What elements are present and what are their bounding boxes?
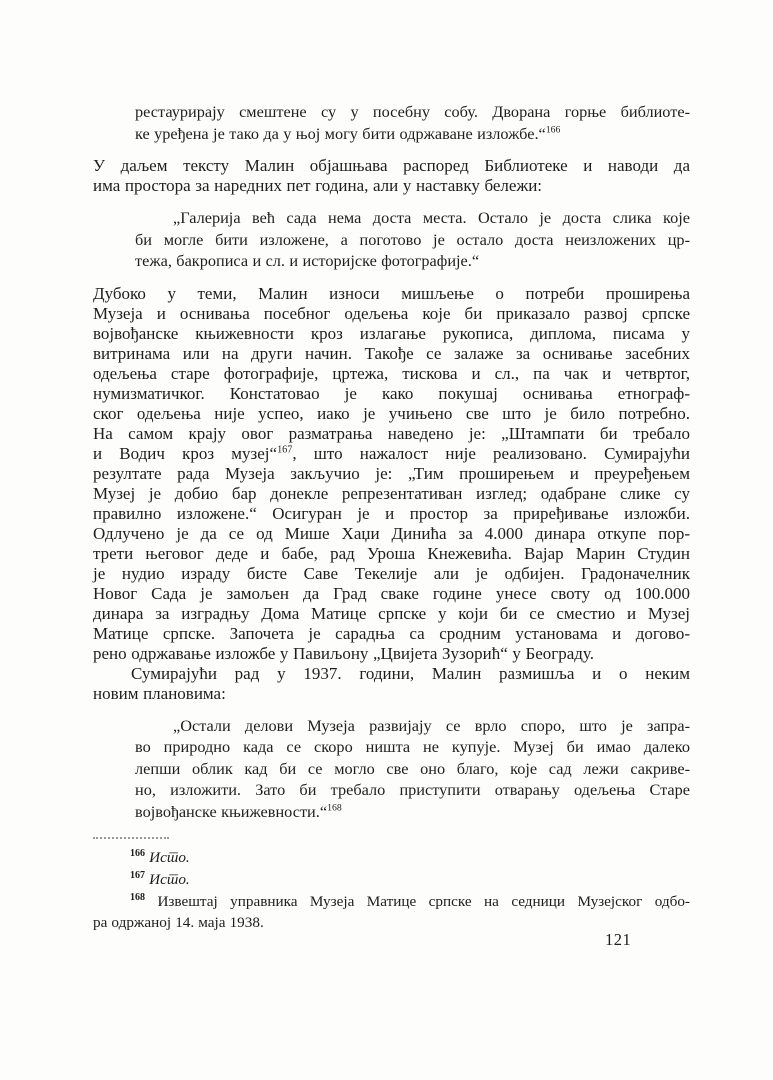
- block-quote: [135, 715, 690, 823]
- footnote-line: $^{166}$ Исто.: [130, 847, 190, 866]
- footnote-line: $^{168}$ Извештај управника Музеја Матице српске на седници Музејског одбо-: [130, 891, 690, 910]
- quote-line: рестаурирају смештене су у посебну собу. Дворана горње библиоте-: [135, 102, 690, 121]
- paragraph: [93, 156, 690, 196]
- text-line: Сумирајући рад у 1937. години, Малин размишља и о неким: [131, 663, 690, 683]
- body-text: [93, 101, 690, 822]
- quote-line: „Остали делови Музеја развијају се врло споро, што је запра-: [173, 715, 690, 735]
- quote-line: „Галерија већ сада нема доста места. Остало је доста слика које: [173, 208, 690, 227]
- text-line: правилно изложене.“ Осигуран је и простор за приређивање изложби.: [93, 503, 690, 523]
- quote-line: ке уређена је тако да у њој могу бити одржаване изложбе.“$^{166}$: [135, 123, 561, 143]
- block-quote: [135, 207, 690, 272]
- text-line: динара за изградњу Дома Матице српске у који би се сместио и Музеј: [93, 603, 690, 623]
- quote-line: тежа, бакрописа и сл. и историјске фотографије.“: [135, 251, 480, 270]
- paragraph: [93, 284, 690, 664]
- footnote-167: [93, 869, 690, 890]
- footnotes: [93, 847, 690, 933]
- footnote-ref: 168: [327, 802, 342, 814]
- text-line: новим плановима:: [93, 683, 226, 703]
- paragraph: [93, 664, 690, 704]
- text-line: На самом крају овог разматрања наведено је: „Штампати би требало: [93, 423, 690, 443]
- footnote-separator: [93, 837, 169, 839]
- quote-line: војвођанске књижевности.“$^{168}$: [135, 801, 342, 821]
- text-line: витринама или на други начин. Такође се залаже за оснивање засебних: [93, 343, 690, 363]
- footnote-168: [93, 891, 690, 933]
- footnote-ref: 168: [130, 891, 146, 903]
- text-line: одељења старе фотографије, цртежа, тискова и сл., па чак и четвртог,: [93, 363, 690, 383]
- footnote-line: ра одржаној 14. маја 1938.: [93, 914, 264, 931]
- text-line: Музеј је добио бар донекле репрезентативан изглед; одабране слике су: [93, 483, 690, 503]
- text-line: је нудио израду бисте Саве Текелије али је одбијен. Градоначелник: [93, 563, 690, 583]
- text-column: [93, 101, 690, 933]
- text-line: Дубоко у теми, Малин износи мишљење о потреби проширења: [93, 283, 690, 303]
- text-line: рено одржавање изложбе у Павиљону „Цвијета Зузорић“ у Београду.: [93, 643, 594, 663]
- block-quote: [135, 101, 690, 144]
- text-line: и Водич кроз музеј“$^{167}$, што нажалост није реализовано. Сумирајући: [93, 443, 690, 463]
- text-line: има простора за наредних пет година, али у наставку бележи:: [93, 176, 543, 195]
- footnote-ref: 167: [277, 443, 293, 455]
- footnote-ref: 166: [130, 847, 146, 859]
- text-line: Одлучено је да се од Мише Хаџи Динића за 4.000 динара откупе пор-: [93, 523, 690, 543]
- footnote-line: $^{167}$ Исто.: [130, 869, 190, 888]
- text-line: нумизматичког. Констатовао је како покушај оснивања етнограф-: [93, 383, 690, 403]
- footnote-ref: 167: [130, 869, 146, 881]
- footnote-166: [93, 847, 690, 868]
- text-line: ског одељења није успео, иако је учињено све што је било потребно.: [93, 403, 690, 423]
- quote-line: но, изложити. Зато би требало приступити отварању одељења Старе: [135, 780, 690, 799]
- text-line: У даљем тексту Малин објашњава распоред Библиотеке и наводи да: [93, 156, 690, 175]
- text-line: Музеја и оснивања посебног одељења које би приказало развој српске: [93, 303, 690, 323]
- text-line: војвођанске књижевности кроз излагање рукописа, диплома, писама у: [93, 323, 690, 343]
- footnote-ref: 166: [545, 124, 561, 136]
- text-line: трети његовог деде и бабе, рад Уроша Кнежевића. Вајар Марин Студин: [93, 543, 690, 563]
- quote-line: во природно када се скоро ништа не купује. Музеј би имао далеко: [135, 737, 690, 756]
- page-number: 121: [605, 930, 632, 949]
- text-line: резултате рада Музеја закључио је: „Тим проширењем и преуређењем: [93, 463, 690, 483]
- text-line: Матице српске. Започета је сарадња са сродним установама и догово-: [93, 623, 690, 643]
- quote-line: би могле бити изложене, а поготово је остало доста неизложених цр-: [135, 229, 690, 249]
- text-line: Новог Сада је замољен да Град сваке године унесе своту од 100.000: [93, 583, 690, 603]
- quote-line: лепши облик кад би се могло све оно благо, које сад лежи сакриве-: [135, 758, 690, 778]
